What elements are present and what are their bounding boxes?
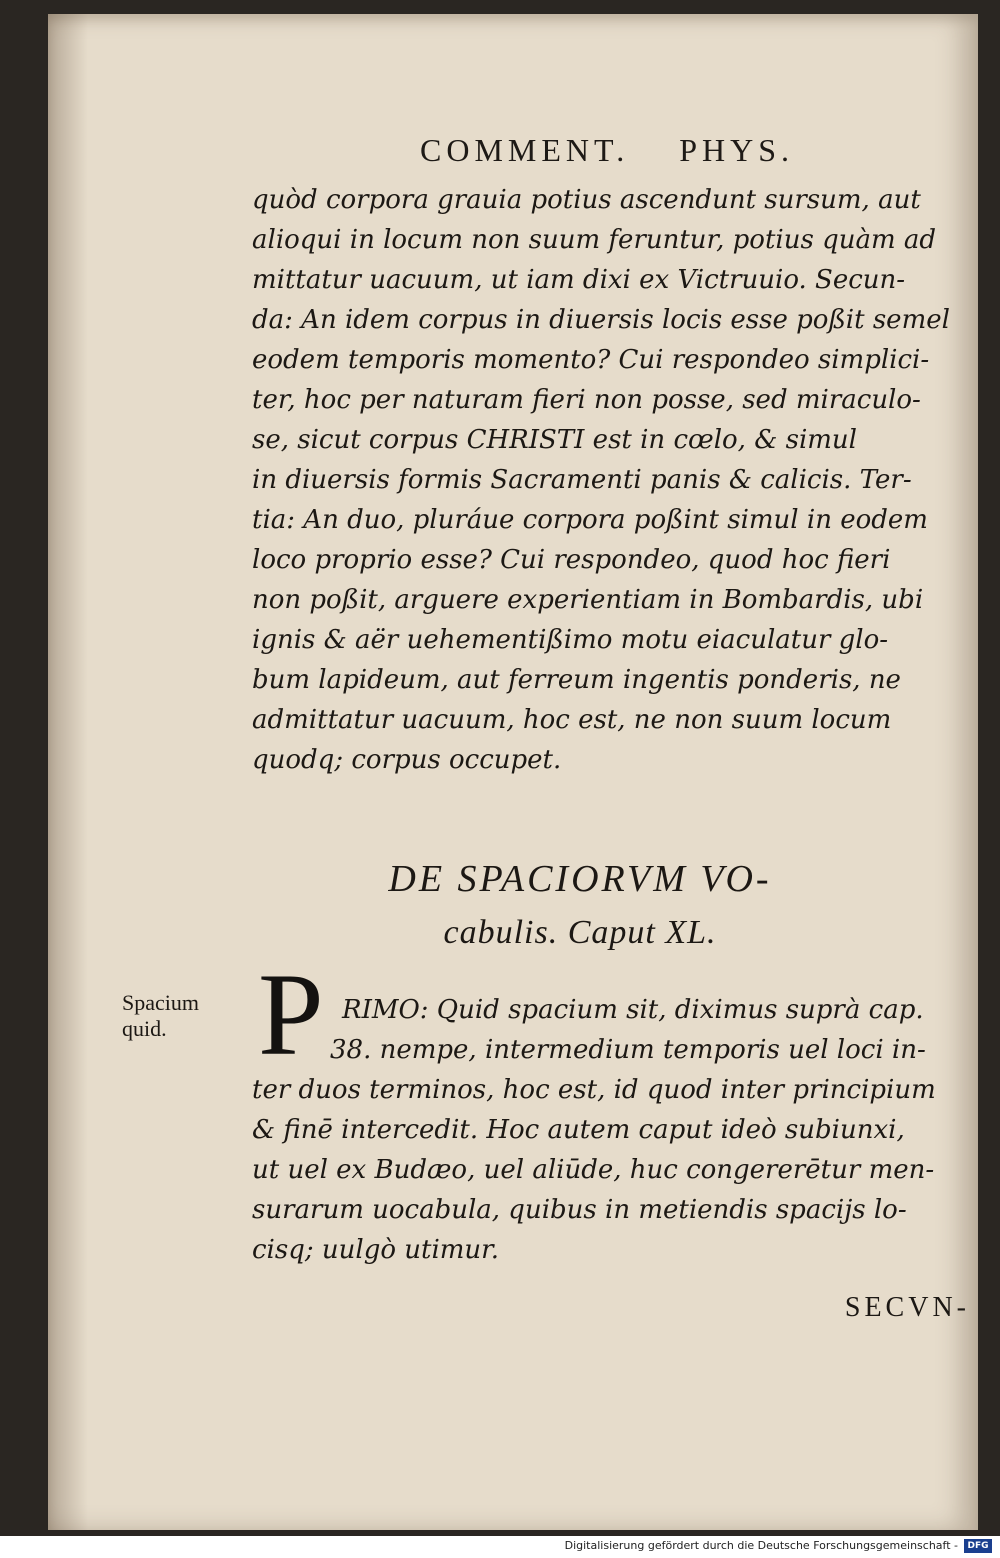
- margin-note-line-1: Spacium: [122, 990, 199, 1015]
- margin-note-line-2: quid.: [122, 1016, 167, 1041]
- text-line: in diuersis formis Sacramenti panis & calicis. Ter-: [252, 465, 912, 495]
- paragraph-2: [252, 990, 936, 1270]
- text-line: tia: An duo, pluráue corpora poßint simul in eodem: [252, 505, 928, 535]
- text-line: 38. nempe, intermedium temporis uel loci in-: [330, 1035, 926, 1065]
- chapter-title-line-1: DE SPACIORVM VO-: [388, 858, 772, 900]
- text-line: se, sicut corpus CHRISTI est in cœlo, & simul: [252, 425, 857, 455]
- chapter-title-line-2: cabulis. Caput XL.: [443, 914, 717, 951]
- chapter-title: [250, 852, 910, 960]
- drop-cap: P: [258, 949, 324, 1080]
- text-line: quodq; corpus occupet.: [252, 745, 562, 775]
- text-line: ter, hoc per naturam fieri non posse, sed miraculo-: [252, 385, 921, 415]
- text-line: & finē intercedit. Hoc autem caput ideò subiunxi,: [252, 1115, 905, 1145]
- dfg-logo-icon: DFG: [964, 1539, 992, 1553]
- text-line: mittatur uacuum, ut iam dixi ex Victruuio. Secun-: [252, 265, 906, 295]
- catchword: SECVN-: [844, 1292, 970, 1323]
- page-gutter-shadow: [48, 14, 88, 1530]
- paragraph-1: [252, 180, 950, 780]
- running-header-left: COMMENT.: [420, 132, 630, 168]
- running-header-right: PHYS.: [679, 132, 794, 168]
- text-line: cisq; uulgò utimur.: [252, 1235, 499, 1265]
- margin-note: [122, 990, 232, 1042]
- footer-credit: Digitalisierung gefördert durch die Deutsche Forschungsgemeinschaft -: [564, 1539, 958, 1552]
- text-line: loco proprio esse? Cui respondeo, quod hoc fieri: [252, 545, 891, 575]
- text-line: da: An idem corpus in diuersis locis esse poßit semel: [252, 305, 950, 335]
- text-line: non poßit, arguere experientiam in Bombardis, ubi: [252, 585, 924, 615]
- text-line: bum lapideum, aut ferreum ingentis ponderis, ne: [252, 665, 901, 695]
- text-line: surarum uocabula, quibus in metiendis spacijs lo-: [252, 1195, 907, 1225]
- text-line: ut uel ex Budæo, uel aliūde, huc congererētur men-: [252, 1155, 935, 1185]
- text-line: eodem temporis momento? Cui respondeo simplici-: [252, 345, 930, 375]
- running-header: [420, 132, 794, 169]
- text-line: RIMO: Quid spacium sit, diximus suprà cap.: [342, 995, 924, 1025]
- text-line: alioqui in locum non suum feruntur, potius quàm ad: [252, 225, 937, 255]
- text-line: ignis & aër uehementißimo motu eiaculatur glo-: [252, 625, 889, 655]
- text-line: ter duos terminos, hoc est, id quod inter principium: [252, 1075, 936, 1105]
- text-line: quòd corpora grauia potius ascendunt sursum, aut: [252, 185, 921, 215]
- text-line: admittatur uacuum, hoc est, ne non suum locum: [252, 705, 892, 735]
- footer-bar: [0, 1536, 1000, 1558]
